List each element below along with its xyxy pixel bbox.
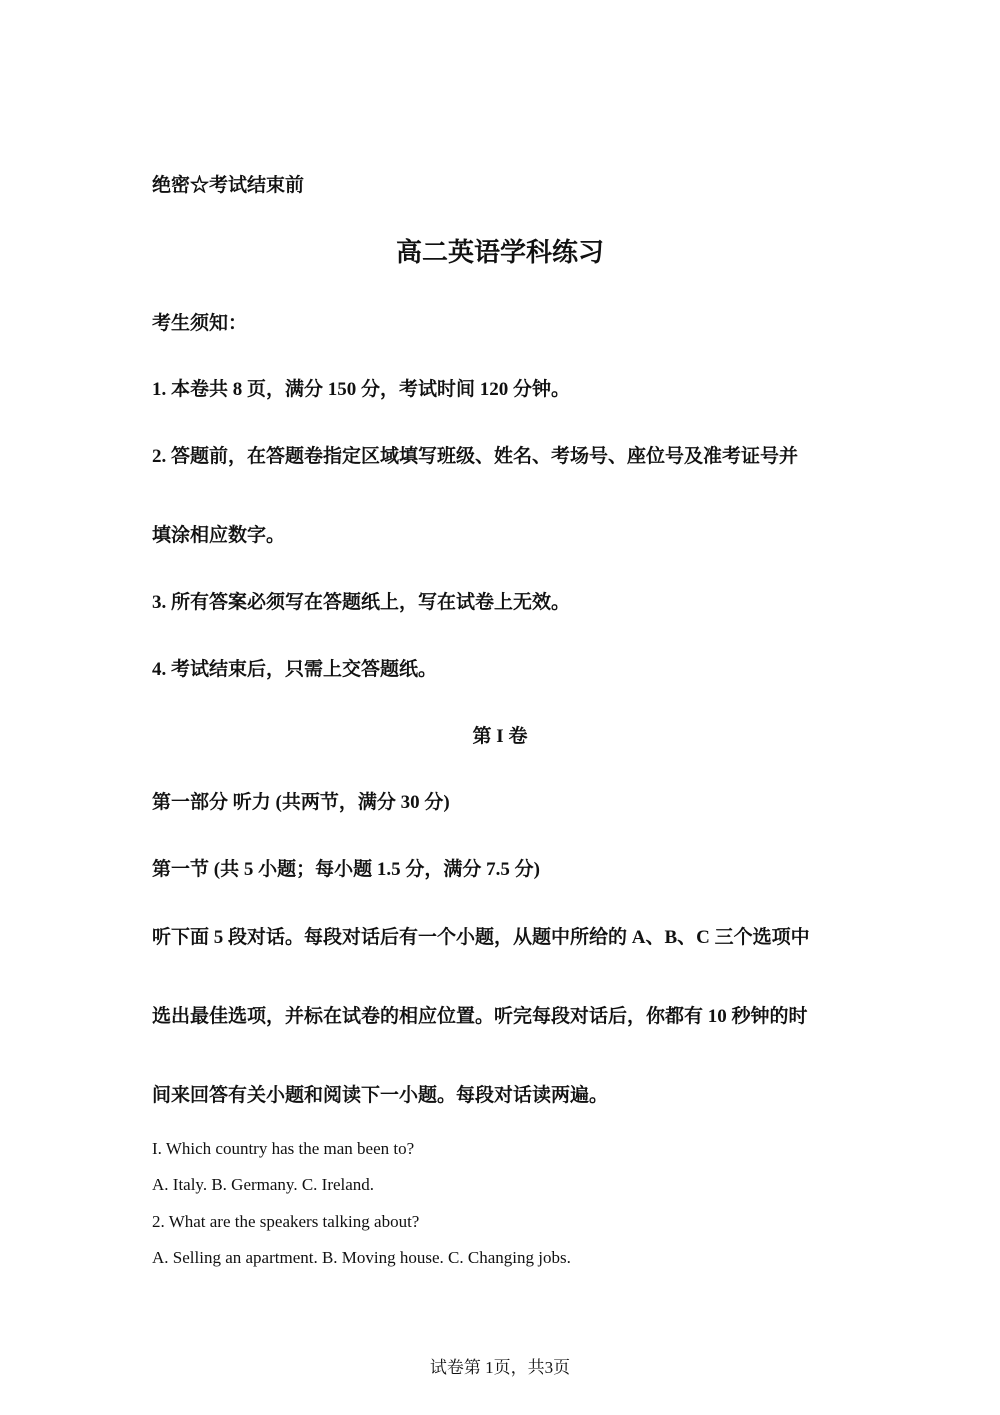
- notice-item-4: 4. 考试结束后，只需上交答题纸。: [152, 659, 438, 680]
- notice-heading: 考生须知：: [152, 313, 248, 334]
- confidential-label: 绝密☆考试结束前: [152, 175, 305, 196]
- notice-item-1: 1. 本卷共 8 页，满分 150 分，考试时间 120 分钟。: [152, 379, 571, 400]
- question-1-stem: I. Which country has the man been to?: [152, 1139, 415, 1158]
- page-title: 高二英语学科练习: [395, 238, 604, 268]
- notice-item-3: 3. 所有答案必须写在答题纸上，写在试卷上无效。: [152, 592, 571, 613]
- section-heading: 第一节 (共 5 小题；每小题 1.5 分，满分 7.5 分): [152, 859, 540, 880]
- notice-item-2-continued: 填涂相应数字。: [152, 525, 286, 546]
- volume-heading: 第 I 卷: [472, 726, 528, 747]
- instruction-line-1: 听下面 5 段对话。每段对话后有一个小题，从题中所给的 A、B、C 三个选项中: [152, 927, 810, 948]
- instruction-line-3: 间来回答有关小题和阅读下一小题。每段对话读两遍。: [152, 1085, 609, 1106]
- question-2-options: A. Selling an apartment. B. Moving house. C. Changing jobs.: [152, 1248, 571, 1267]
- question-1-options: A. Italy. B. Germany. C. Ireland.: [152, 1175, 375, 1194]
- part-heading: 第一部分 听力 (共两节，满分 30 分): [152, 792, 450, 813]
- question-2-stem: 2. What are the speakers talking about?: [152, 1212, 420, 1231]
- notice-item-2: 2. 答题前，在答题卷指定区域填写班级、姓名、考场号、座位号及准考证号并: [152, 446, 799, 467]
- page-footer: 试卷第 1页，共3页: [429, 1358, 571, 1377]
- instruction-line-2: 选出最佳选项，并标在试卷的相应位置。听完每段对话后，你都有 10 秒钟的时: [152, 1006, 808, 1027]
